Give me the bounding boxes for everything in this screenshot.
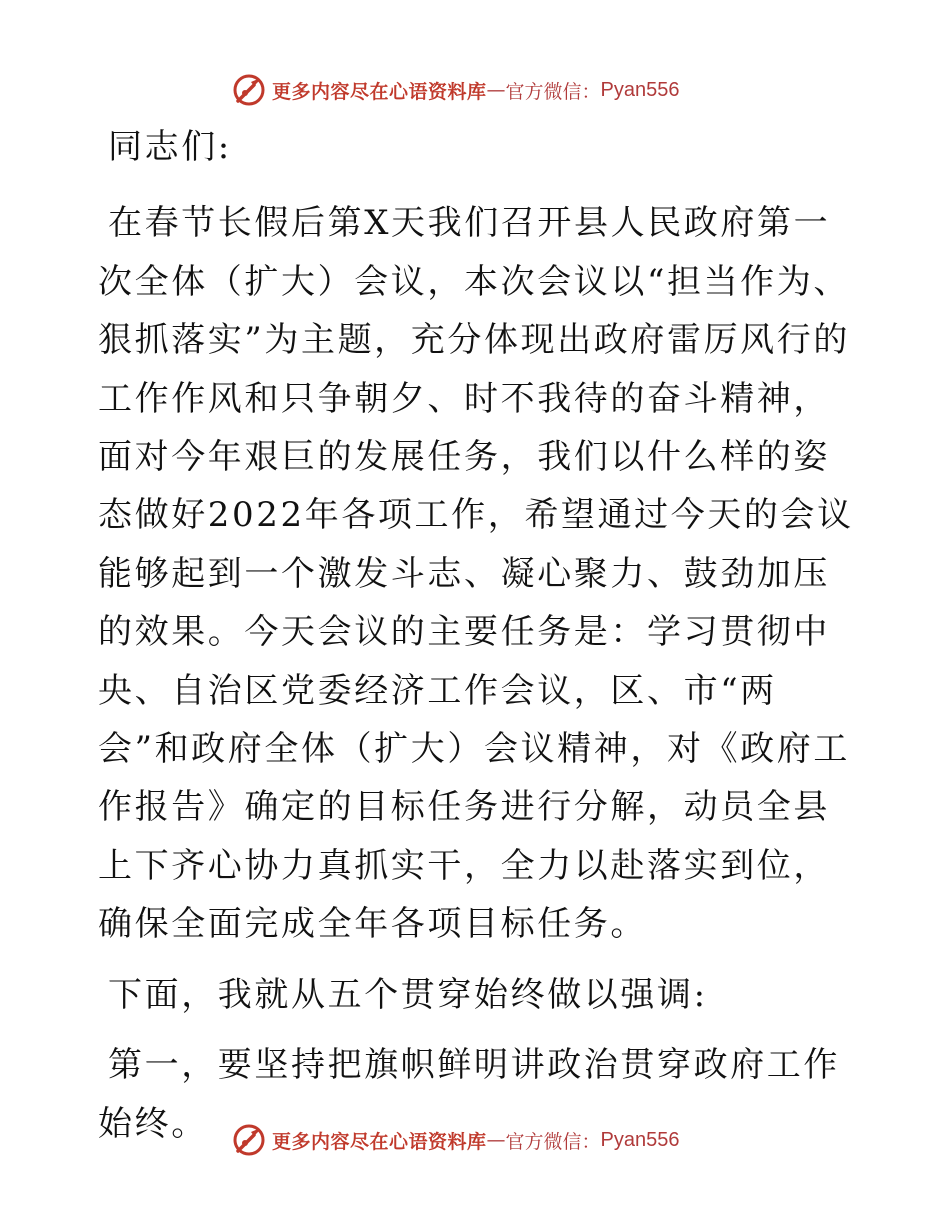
watermark-text: 更多内容尽在心语资料库 [272, 80, 487, 103]
greeting: 同志们: [108, 127, 232, 167]
lead-paragraph: 下面，我就从五个贯穿始终做以强调: [108, 974, 708, 1015]
watermark-text: 更多内容尽在心语资料库 [272, 1130, 487, 1153]
watermark-account: Pyan556 [600, 1128, 680, 1151]
watermark-dash: — [486, 1129, 506, 1151]
brand-logo-icon [232, 1123, 266, 1157]
document-body [98, 118, 858, 1153]
watermark-dash: — [486, 79, 506, 101]
watermark-banner-top [232, 72, 680, 108]
intro-paragraph: 在春节长假后第X天我们召开县人民政府第一次全体（扩大）会议，本次会议以“担当作为、狠抓落实”为主题，充分体现出政府雷厉风行的工作作风和只争朝夕、时不我待的奋斗精神，面对今年艰巨的发展任务，我们以什么样的姿态做好2022年各项工作，希望通过今天的会议能够起到一个激发斗志、凝心聚力、鼓劲加压的效果。今天会议的主要任务是：学习贯彻中央、自治区党委经济工作会议，区、市“两会”和政府全体（扩大）会议精神，对《政府工作报告》确定的目标任务进行分解，动员全县上下齐心协力真抓实干，全力以赴落实到位，确保全面完成全年各项目标任务。 [98, 203, 854, 945]
watermark-wechat-label: 官方微信： [505, 80, 601, 103]
brand-logo-icon [232, 73, 266, 107]
point-one-heading: 第一，要坚持把旗帜鲜明讲政治贯穿政府工作始终。 [98, 1045, 840, 1144]
watermark-account: Pyan556 [600, 78, 680, 101]
watermark-banner-bottom [232, 1122, 680, 1158]
watermark-wechat-label: 官方微信： [505, 1130, 601, 1153]
